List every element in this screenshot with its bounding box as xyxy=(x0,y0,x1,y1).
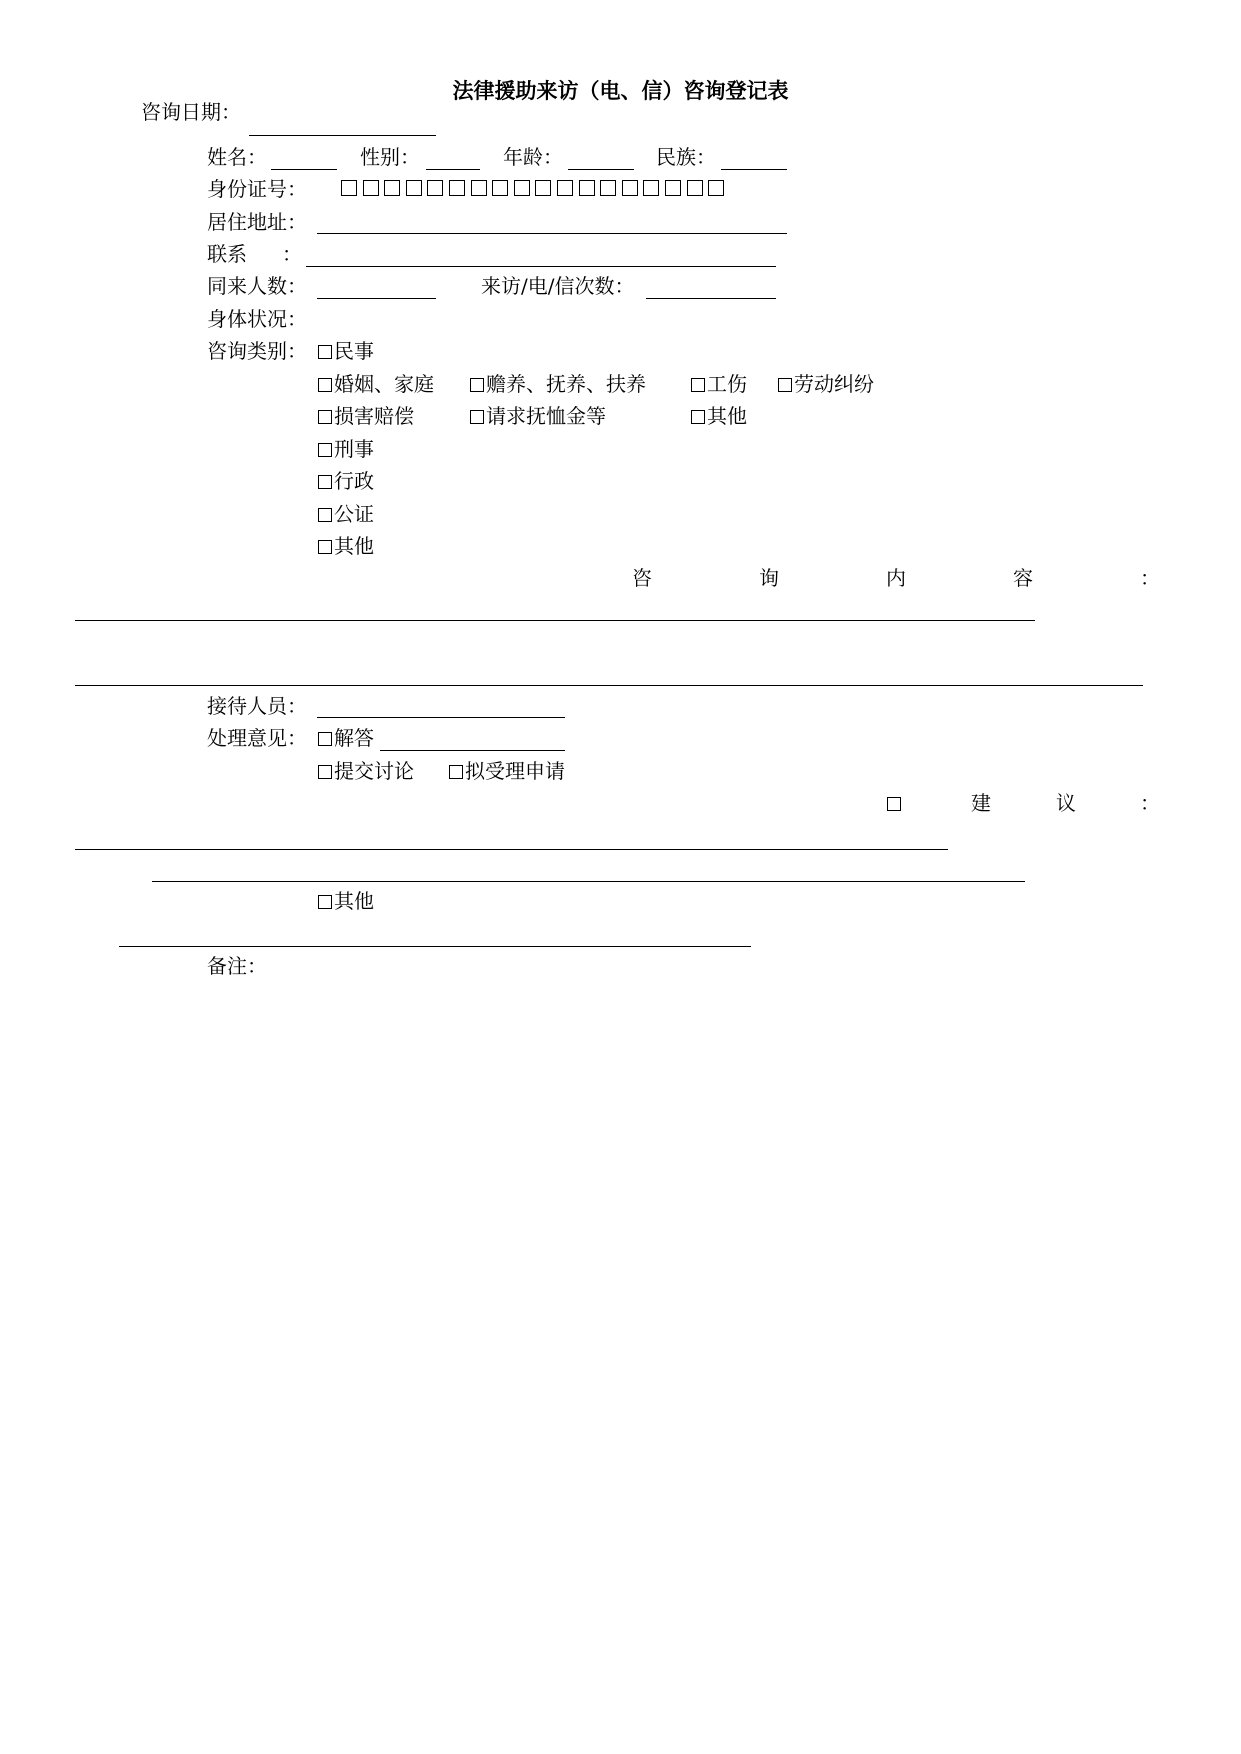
remarks-label: 备注： xyxy=(207,954,267,978)
age-label: 年龄： xyxy=(503,145,563,169)
checkbox-pension[interactable] xyxy=(470,410,484,424)
address-field[interactable] xyxy=(317,233,787,234)
category-civil[interactable] xyxy=(318,339,374,363)
suggestion-line[interactable] xyxy=(75,849,948,850)
other-line[interactable] xyxy=(119,946,751,947)
health-label: 身体状况： xyxy=(207,307,307,331)
answer-field[interactable] xyxy=(380,750,565,751)
id-digit-box[interactable] xyxy=(622,180,638,196)
id-digit-box[interactable] xyxy=(557,180,573,196)
category-marriage-label: 婚姻、家庭 xyxy=(334,372,434,396)
suggestion-char: 议 xyxy=(1056,791,1076,815)
id-digit-box[interactable] xyxy=(665,180,681,196)
category-other-label: 其他 xyxy=(334,534,374,558)
category-administrative[interactable] xyxy=(318,469,374,493)
visit-count-label: 来访/电/信次数： xyxy=(481,274,635,298)
contact-label: 联系 xyxy=(207,242,247,266)
handling-answer[interactable] xyxy=(318,726,374,750)
id-digit-box[interactable] xyxy=(708,180,724,196)
category-injury-label: 工伤 xyxy=(707,372,747,396)
content-heading-char: ： xyxy=(1140,566,1160,590)
category-marriage[interactable] xyxy=(318,372,434,396)
category-other[interactable] xyxy=(318,534,374,558)
content-line[interactable] xyxy=(75,620,1035,621)
category-civil-other-label: 其他 xyxy=(707,404,747,428)
handling-accept-label: 拟受理申请 xyxy=(465,759,565,783)
handling-label: 处理意见： xyxy=(207,726,307,750)
id-digit-box[interactable] xyxy=(384,180,400,196)
visit-count-field[interactable] xyxy=(646,298,776,299)
handling-answer-label: 解答 xyxy=(334,726,374,750)
checkbox-handling-other[interactable] xyxy=(318,895,332,909)
category-injury[interactable] xyxy=(691,372,747,396)
checkbox-damages[interactable] xyxy=(318,410,332,424)
checkbox-civil-other[interactable] xyxy=(691,410,705,424)
id-digit-box[interactable] xyxy=(341,180,357,196)
id-digit-box[interactable] xyxy=(643,180,659,196)
contact-colon: ： xyxy=(282,242,302,266)
category-administrative-label: 行政 xyxy=(334,469,374,493)
checkbox-criminal[interactable] xyxy=(318,443,332,457)
name-field[interactable] xyxy=(271,169,337,170)
category-damages-label: 损害赔偿 xyxy=(334,404,414,428)
checkbox-discussion[interactable] xyxy=(318,765,332,779)
content-line[interactable] xyxy=(75,685,1143,686)
id-digit-box[interactable] xyxy=(514,180,530,196)
ethnicity-field[interactable] xyxy=(721,169,787,170)
category-civil-other[interactable] xyxy=(691,404,747,428)
gender-field[interactable] xyxy=(426,169,480,170)
category-criminal-label: 刑事 xyxy=(334,437,374,461)
id-digit-box[interactable] xyxy=(600,180,616,196)
date-label: 咨询日期： xyxy=(141,100,241,124)
checkbox-notary[interactable] xyxy=(318,508,332,522)
checkbox-administrative[interactable] xyxy=(318,475,332,489)
category-support[interactable] xyxy=(470,372,646,396)
gender-label: 性别： xyxy=(360,145,420,169)
handling-other-label: 其他 xyxy=(334,889,374,913)
address-label: 居住地址： xyxy=(207,210,307,234)
id-digit-box[interactable] xyxy=(535,180,551,196)
checkbox-marriage[interactable] xyxy=(318,378,332,392)
checkbox-support[interactable] xyxy=(470,378,484,392)
companions-label: 同来人数： xyxy=(207,274,307,298)
checkbox-answer[interactable] xyxy=(318,732,332,746)
checkbox-accept[interactable] xyxy=(449,765,463,779)
id-digit-box[interactable] xyxy=(471,180,487,196)
ethnicity-label: 民族： xyxy=(656,145,716,169)
date-field[interactable] xyxy=(249,135,436,136)
id-digit-box[interactable] xyxy=(449,180,465,196)
checkbox-injury[interactable] xyxy=(691,378,705,392)
form-title: 法律援助来访（电、信）咨询登记表 xyxy=(452,78,789,103)
id-digit-box[interactable] xyxy=(363,180,379,196)
suggestion-char: 建 xyxy=(971,791,991,815)
handling-suggestion[interactable] xyxy=(887,791,903,815)
category-civil-label: 民事 xyxy=(334,339,374,363)
category-support-label: 赡养、抚养、扶养 xyxy=(486,372,646,396)
content-heading-char: 内 xyxy=(886,566,906,590)
content-heading-char: 咨 xyxy=(632,566,652,590)
category-notary-label: 公证 xyxy=(334,502,374,526)
name-label: 姓名： xyxy=(207,145,267,169)
content-heading-char: 容 xyxy=(1013,566,1033,590)
category-damages[interactable] xyxy=(318,404,414,428)
id-digit-box[interactable] xyxy=(427,180,443,196)
category-pension[interactable] xyxy=(470,404,606,428)
reception-label: 接待人员： xyxy=(207,694,307,718)
companions-field[interactable] xyxy=(317,298,436,299)
id-digit-box[interactable] xyxy=(687,180,703,196)
contact-field[interactable] xyxy=(306,266,776,267)
id-number-label: 身份证号： xyxy=(207,177,307,201)
category-label: 咨询类别： xyxy=(207,339,307,363)
id-digit-box[interactable] xyxy=(579,180,595,196)
id-digit-box[interactable] xyxy=(406,180,422,196)
reception-field[interactable] xyxy=(317,717,565,718)
content-heading-char: 询 xyxy=(759,566,779,590)
checkbox-suggestion[interactable] xyxy=(887,797,901,811)
category-criminal[interactable] xyxy=(318,437,374,461)
category-notary[interactable] xyxy=(318,502,374,526)
handling-accept[interactable] xyxy=(449,759,565,783)
category-pension-label: 请求抚恤金等 xyxy=(486,404,606,428)
handling-discussion-label: 提交讨论 xyxy=(334,759,414,783)
checkbox-labor[interactable] xyxy=(778,378,792,392)
category-labor-label: 劳动纠纷 xyxy=(794,372,874,396)
handling-other[interactable] xyxy=(318,889,374,913)
id-digit-box[interactable] xyxy=(492,180,508,196)
age-field[interactable] xyxy=(568,169,634,170)
category-labor[interactable] xyxy=(778,372,874,396)
checkbox-other[interactable] xyxy=(318,540,332,554)
suggestion-line[interactable] xyxy=(152,881,1025,882)
handling-discussion[interactable] xyxy=(318,759,414,783)
checkbox-civil[interactable] xyxy=(318,345,332,359)
suggestion-char: ： xyxy=(1140,791,1160,815)
